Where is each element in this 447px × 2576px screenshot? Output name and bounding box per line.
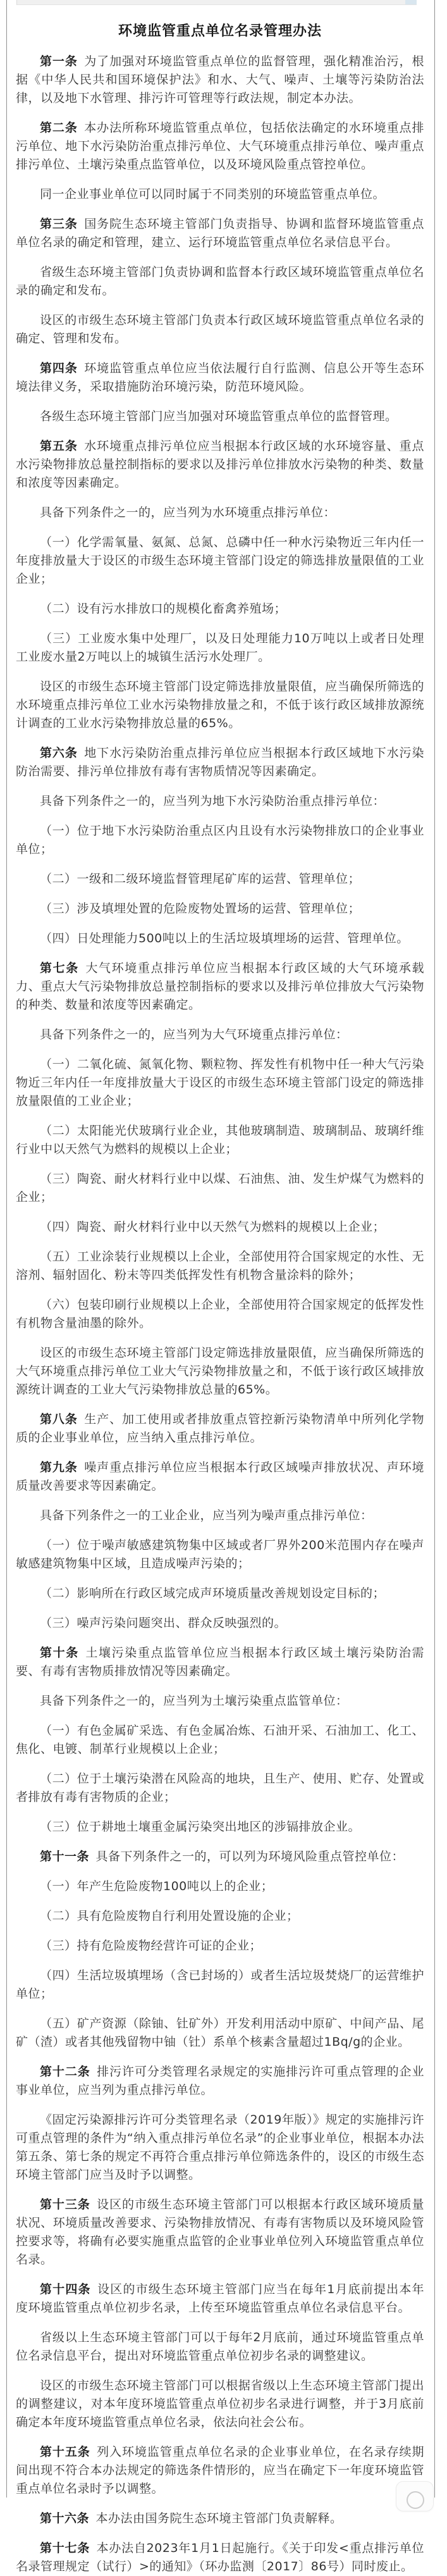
paragraph-text: （三）噪声污染问题突出、群众反映强烈的。 (40, 1616, 287, 1630)
article-paragraph (16, 2539, 424, 2576)
paragraph-text: （二）太阳能光伏玻璃行业企业，其他玻璃制造、玻璃制品、玻璃纤维行业中以天然气为燃料的规模以上企业； (16, 1124, 424, 1156)
paragraph-text: 生产、加工使用或者排放重点管控新污染物清单中所列化学物质的企业事业单位，应当纳入重点排污单位。 (16, 1412, 424, 1445)
paragraph (16, 263, 424, 300)
paragraph-text: （一）年产生危险废物100吨以上的企业； (40, 1879, 274, 1893)
paragraph (16, 1055, 424, 1111)
paragraph (16, 1584, 424, 1603)
paragraph (16, 311, 424, 348)
paragraph-text: 国务院生态环境主管部门负责指导、协调和监督环境监管重点单位名录的确定和管理，建立、运行环境监管重点单位名录信息平台。 (16, 217, 424, 249)
article-number: 第十六条 (40, 2511, 90, 2525)
article-paragraph (16, 2443, 424, 2498)
document-title: 环境监管重点单位名录管理办法 (118, 23, 322, 39)
paragraph (16, 533, 424, 588)
paragraph (16, 2111, 424, 2184)
paragraph-text: 噪声重点排污单位应当根据本行政区域噪声排放状况、声环境质量改善要求等因素确定。 (16, 1460, 424, 1493)
paragraph (16, 1967, 424, 2003)
paragraph (16, 2329, 424, 2365)
paragraph-text: （六）包装印刷行业规模以上企业，全部使用符合国家规定的低挥发性有机物含量油墨的除外。 (16, 1298, 424, 1330)
paragraph-text: 具备下列条件之一的，可以列为环境风险重点管控单位： (95, 1850, 404, 1864)
paragraph-text: （三）涉及填埋处置的危险废物处置场的运营、管理单位； (40, 902, 361, 916)
article-number: 第十条 (40, 1646, 79, 1660)
paragraph-text: 地下水污染防治重点排污单位应当根据本行政区域地下水污染防治需要、排污单位排放有毒有害物质情况等因素确定。 (16, 746, 424, 778)
article-paragraph (16, 215, 424, 252)
article-paragraph (16, 1459, 424, 1495)
article-number: 第五条 (40, 439, 78, 453)
paragraph-text: 排污许可分类管理名录规定的实施排污许可重点管理的企业事业单位，应当列为重点排污单位。 (16, 2065, 424, 2097)
paragraph-text: 具备下列条件之一的工业企业，应当列为噪声重点排污单位： (40, 1509, 373, 1522)
paragraph-text: （一）位于地下水污染防治重点区内且设有水污染物排放口的企业事业单位； (16, 824, 424, 856)
paragraph-text: 设区的市级生态环境主管部门可以根据省级以上生态环境主管部门提出的调整建议，对本年度环境监管重点单位初步名录进行调整，并于3月底前确定本年度环境监管重点单位名录，依法向社会公布。 (16, 2379, 424, 2429)
paragraph (16, 2377, 424, 2432)
paragraph-text: 本办法所称环境监管重点单位，包括依法确定的水环境重点排污单位、地下水污染防治重点排污单位、大气环境重点排污单位、噪声重点排污单位、土壤污染重点监管单位，以及环境风险重点管控单位。 (16, 121, 424, 171)
content-frame (6, 0, 435, 2573)
article-number: 第六条 (40, 746, 78, 760)
article-paragraph (16, 359, 424, 396)
article-number: 第七条 (40, 961, 79, 975)
paragraph (16, 1722, 424, 1758)
article-paragraph (16, 2196, 424, 2269)
paragraph-text: 本办法由国务院生态环境主管部门负责解释。 (95, 2511, 343, 2525)
paragraph-text: （四）陶瓷、耐火材料行业中以天然气为燃料的规模以上企业； (40, 1220, 386, 1234)
paragraph-text: （一）二氧化硫、氮氧化物、颗粒物、挥发性有机物中任一种大气污染物近三年内任一年度排放量大于设区的市级生态环境主管部门设定的筛选排放量限值的工业企业； (16, 1057, 424, 1108)
article-paragraph (16, 1848, 424, 1866)
article-paragraph (16, 2510, 424, 2528)
paragraph (16, 792, 424, 811)
paragraph-text: 《固定污染源排污许可分类管理名录（2019年版）》规定的实施排污许可重点管理的条件为“纳入重点排污单位名录”的企业事业单位，根据本办法第五条、第七条的规定不再符合重点排污单位筛选条件的，设区的市级生态环境主管部门应当及时予以调整。 (16, 2113, 424, 2182)
article-paragraph (16, 2063, 424, 2100)
paragraph (16, 1296, 424, 1333)
document-body (16, 53, 424, 2576)
paragraph (16, 1614, 424, 1633)
previous-section-cutoff (16, 0, 417, 5)
paragraph-text: （三）持有危险废物经营许可证的企业； (40, 1939, 262, 1953)
paragraph-text: 各级生态环境主管部门应当加强对环境监管重点单位的监督管理。 (40, 409, 398, 423)
paragraph (16, 930, 424, 948)
paragraph-text: 省级以上生态环境主管部门可以于每年2月底前，通过环境监管重点单位名录信息平台，提出对环境监管重点单位初步名录的调整建议。 (16, 2330, 424, 2363)
article-number: 第二条 (40, 121, 78, 135)
paragraph-text: （四）日处理能力500吨以上的生活垃圾填埋场的运营、管理单位。 (40, 931, 409, 945)
paragraph-text: （二）具有危险废物自行利用处置设施的企业； (40, 1909, 299, 1923)
paragraph (16, 1692, 424, 1710)
paragraph-text: （二）设有污水排放口的规模化畜禽养殖场； (40, 602, 287, 616)
paragraph-text: 设区的市级生态环境主管部门负责本行政区域环境监管重点单位名录的确定、管理和发布。 (16, 313, 424, 345)
paragraph (16, 1344, 424, 1399)
article-paragraph (16, 744, 424, 781)
paragraph (16, 1907, 424, 1926)
article-paragraph (16, 1410, 424, 1447)
paragraph (16, 1248, 424, 1285)
article-number: 第一条 (40, 54, 78, 68)
paragraph (16, 2015, 424, 2051)
paragraph-text: （三）陶瓷、耐火材料行业中以煤、石油焦、油、发生炉煤气为燃料的企业； (16, 1172, 424, 1204)
article-paragraph (16, 53, 424, 108)
article-number: 第十五条 (40, 2445, 90, 2459)
paragraph-text: 为了加强对环境监管重点单位的监督管理，强化精准治污，根据《中华人民共和国环境保护法》和水、大气、噪声、土壤等污染防治法律，以及地下水管理、排污许可管理等行政法规，制定本办法。 (16, 54, 424, 105)
paragraph-text: 同一企业事业单位可以同时属于不同类别的环境监管重点单位。 (40, 187, 386, 201)
paragraph (16, 1026, 424, 1044)
back-to-top-icon (407, 2491, 424, 2509)
article-number: 第十一条 (40, 1850, 90, 1864)
article-number: 第八条 (40, 1412, 78, 1426)
paragraph-text: 土壤污染重点监管单位应当根据本行政区域土壤污染防治需要、有毒有害物质排放情况等因素确定。 (16, 1646, 424, 1678)
paragraph-text: 水环境重点排污单位应当根据本行政区域的水环境容量、重点水污染物排放总量控制指标的要求以及排污单位排放水污染物的种类、数量和浓度等因素确定。 (16, 439, 424, 490)
article-number: 第四条 (40, 361, 78, 375)
article-number: 第十二条 (40, 2065, 90, 2079)
paragraph-text: 具备下列条件之一的，应当列为水环境重点排污单位： (40, 506, 336, 520)
paragraph (16, 630, 424, 666)
article-paragraph (16, 437, 424, 492)
paragraph-text: 设区的市级生态环境主管部门可以根据本行政区域环境质量状况、环境质量改善要求、污染物排放情况、有毒有害物质以及环境风险管控要求等，将确有必要实施重点监管的企业事业单位列入环境监管重点单位名录。 (16, 2198, 424, 2267)
paragraph (16, 1937, 424, 1955)
paragraph-text: （三）工业废水集中处理厂，以及日处理能力10万吨以上或者日处理工业废水量2万吨以上的城镇生活污水处理厂。 (16, 632, 424, 664)
paragraph-text: 具备下列条件之一的，应当列为地下水污染防治重点排污单位： (40, 794, 386, 808)
paragraph-text: 具备下列条件之一的，应当列为大气环境重点排污单位： (40, 1028, 348, 1042)
article-paragraph (16, 119, 424, 174)
article-number: 第十七条 (40, 2541, 90, 2555)
paragraph (16, 1218, 424, 1236)
paragraph-text: 环境监管重点单位应当依法履行自行监测、信息公开等生态环境法律义务，采取措施防治环境污染，防范环境风险。 (16, 361, 424, 394)
paragraph-text: （一）化学需氧量、氨氮、总氮、总磷中任一种水污染物近三年内任一年度排放量大于设区的市级生态环境主管部门设定的筛选排放量限值的工业企业； (16, 535, 424, 586)
article-number: 第十三条 (40, 2198, 90, 2212)
strip-highlight (405, 0, 417, 4)
article-number: 第三条 (40, 217, 78, 231)
paragraph-text: 设区的市级生态环境主管部门应当在每年1月底前提出本年度环境监管重点单位初步名录，上传至环境监管重点单位名录信息平台。 (16, 2282, 424, 2315)
paragraph (16, 1877, 424, 1896)
paragraph (16, 1770, 424, 1807)
paragraph-text: 大气环境重点排污单位应当根据本行政区域的大气环境承载力、重点大气污染物排放总量控制指标的要求以及排污单位排放大气污染物的种类、数量和浓度等因素确定。 (16, 961, 424, 1012)
paragraph (16, 1507, 424, 1525)
paragraph (16, 408, 424, 426)
paragraph-text: 省级生态环境主管部门负责协调和监督本行政区域环境监管重点单位名录的确定和发布。 (16, 265, 424, 297)
back-to-top-button[interactable] (396, 2481, 434, 2511)
paragraph-text: 设区的市级生态环境主管部门设定筛选排放量限值，应当确保所筛选的水环境重点排污单位工业水污染物排放量之和，不低于该行政区域排放源统计调查的工业水污染物排放总量的65%。 (16, 680, 424, 730)
paragraph-text: （五）矿产资源（除铀、钍矿外）开发利用活动中原矿、中间产品、尾矿（渣）或者其他残留物中铀（钍）系单个核素含量超过1Bq/g的企业。 (16, 2017, 424, 2049)
paragraph-text: （五）工业涂装行业规模以上企业，全部使用符合国家规定的水性、无溶剂、辐射固化、粉末等四类低挥发性有机物含量涂料的除外； (16, 1250, 424, 1282)
paragraph-text: （二）一级和二级环境监督管理尾矿库的运营、管理单位； (40, 872, 361, 886)
paragraph (16, 1122, 424, 1159)
article-paragraph (16, 2280, 424, 2317)
paragraph-text: （一）有色金属矿采选、有色金属冶炼、石油开采、石油加工、化工、焦化、电镀、制革行业规模以上企业； (16, 1724, 424, 1756)
paragraph-text: （二）影响所在行政区域完成声环境质量改善规划设定目标的； (40, 1586, 386, 1600)
article-paragraph (16, 959, 424, 1014)
paragraph-text: （二）位于土壤污染潜在风险高的地块，且生产、使用、贮存、处置或者排放有毒有害物质的企业； (16, 1772, 424, 1804)
article-number: 第十四条 (40, 2282, 91, 2296)
paragraph-text: 本办法自2023年1月1日起施行。《关于印发<重点排污单位名录管理规定（试行）>的通知》（环办监测〔2017〕86号）同时废止。 (16, 2541, 424, 2573)
paragraph-text: 具备下列条件之一的，应当列为土壤污染重点监管单位： (40, 1694, 348, 1708)
paragraph (16, 900, 424, 918)
paragraph-text: 设区的市级生态环境主管部门设定筛选排放量限值，应当确保所筛选的大气环境重点排污单位工业大气污染物排放量之和，不低于该行政区域排放源统计调查的工业大气污染物排放总量的65%。 (16, 1346, 424, 1397)
paragraph (16, 822, 424, 859)
paragraph (16, 600, 424, 618)
paragraph-text: （四）生活垃圾填埋场（含已封场的）或者生活垃圾焚烧厂的运营维护单位； (16, 1969, 424, 2001)
paragraph-text: 列入环境监管重点单位名录的企业事业单位，在名录存续期间出现不符合本办法规定的筛选条件情形的，应当在确定下一年度环境监管重点单位名录时予以调整。 (16, 2445, 424, 2496)
paragraph (16, 185, 424, 204)
paragraph (16, 1818, 424, 1836)
paragraph (16, 1170, 424, 1207)
paragraph (16, 1536, 424, 1573)
paragraph (16, 678, 424, 733)
paragraph-text: （三）位于耕地土壤重金属污染突出地区的涉镉排放企业。 (40, 1820, 361, 1834)
article-number: 第九条 (40, 1460, 78, 1474)
paragraph (16, 504, 424, 522)
article-paragraph (16, 1644, 424, 1681)
paragraph-text: （一）位于噪声敏感建筑物集中区域或者厂界外200米范围内存在噪声敏感建筑物集中区域，且造成噪声污染的； (16, 1538, 424, 1571)
paragraph (16, 870, 424, 888)
